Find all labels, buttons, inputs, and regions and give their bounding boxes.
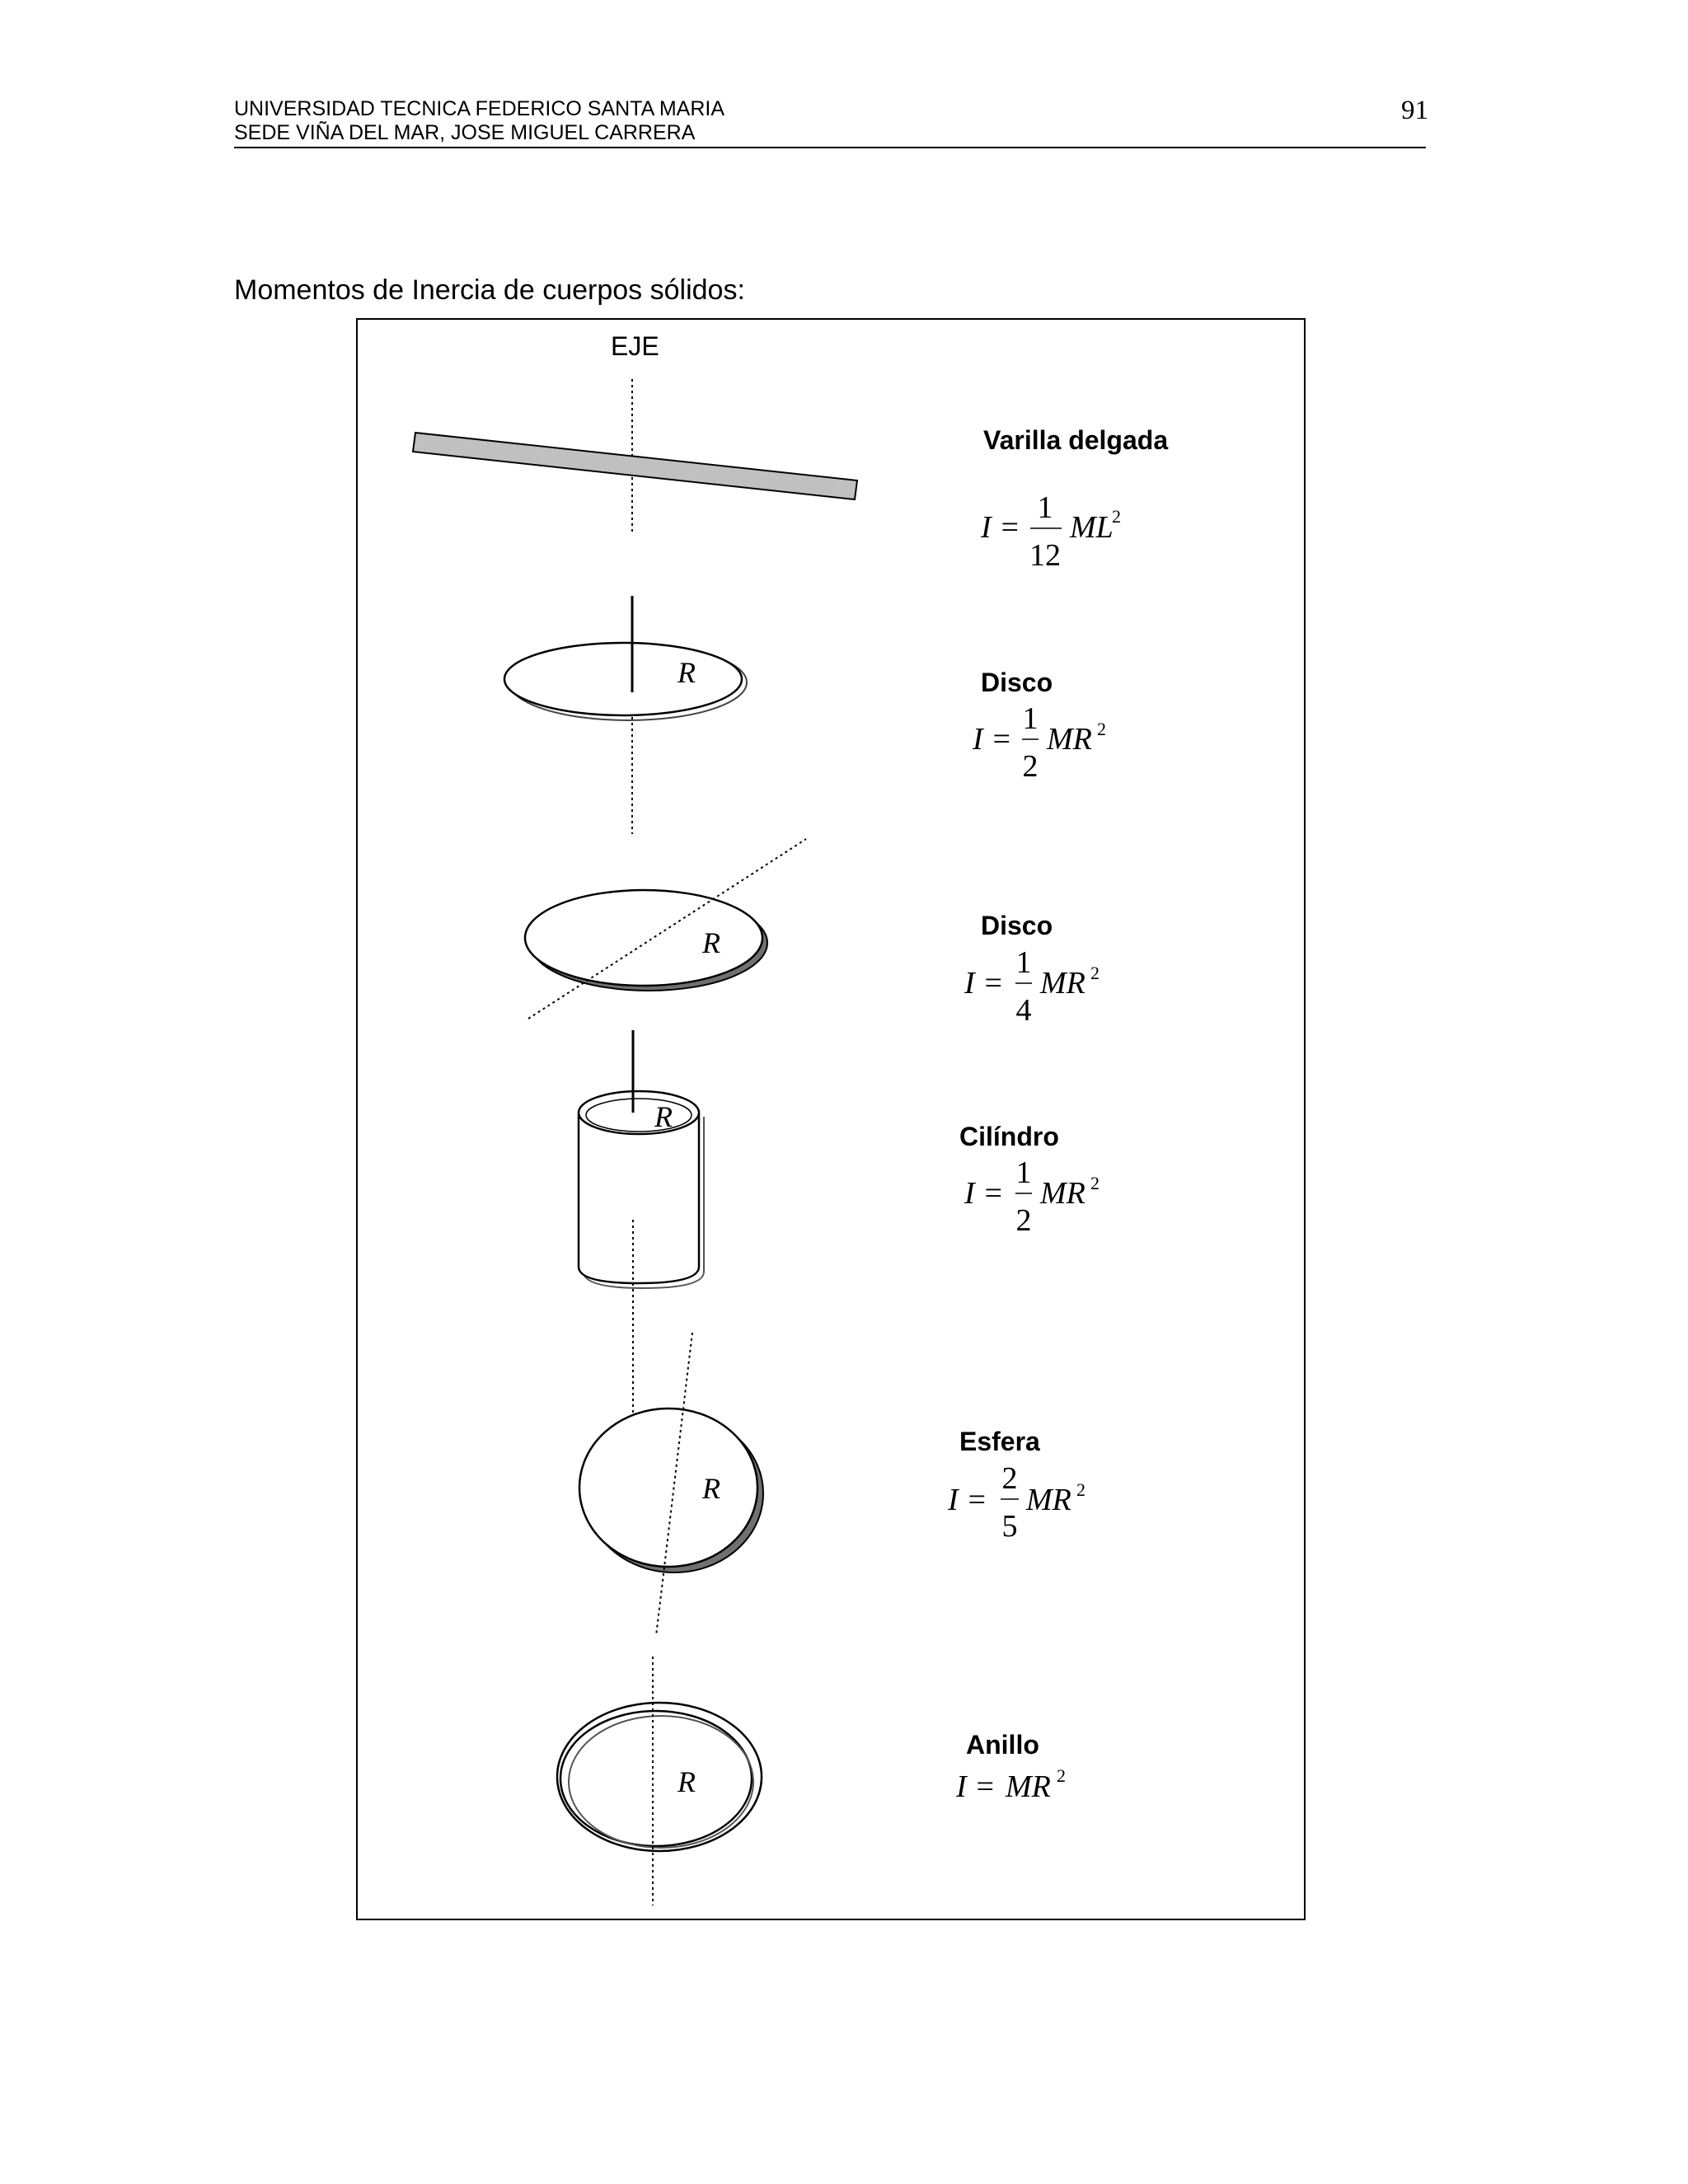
formula-disc-perpendicular xyxy=(972,668,1106,784)
disc1-num: 1 xyxy=(1022,701,1039,736)
disc2-exp: 2 xyxy=(1090,963,1100,983)
disc2-lhs: I = xyxy=(964,966,1004,1001)
formula-rod xyxy=(980,425,1168,573)
ring-lhs: I = xyxy=(956,1769,996,1804)
rod-title: Varilla delgada xyxy=(983,425,1169,455)
ring-outer xyxy=(557,1703,762,1851)
sphere-face xyxy=(579,1408,757,1567)
header-institution: UNIVERSIDAD TECNICA FEDERICO SANTA MARIA xyxy=(234,97,725,120)
cylinder-radius-label: R xyxy=(654,1100,673,1133)
sphere-den: 5 xyxy=(1001,1509,1018,1544)
disc1-lhs: I = xyxy=(973,722,1012,757)
page-number: 91 xyxy=(1401,96,1428,125)
sphere-rhs: MR xyxy=(1026,1483,1071,1517)
rod-rhs: ML xyxy=(1070,510,1114,545)
disc1-exp: 2 xyxy=(1097,719,1106,739)
cylinder-rhs: MR xyxy=(1040,1176,1085,1211)
axis-label: EJE xyxy=(611,331,659,361)
formula-cylinder xyxy=(959,1122,1100,1238)
disc2-title: Disco xyxy=(981,911,1053,940)
rod-shape xyxy=(413,433,857,499)
sphere-radius-label: R xyxy=(702,1472,720,1505)
rod-den: 12 xyxy=(1029,538,1061,573)
sphere-num: 2 xyxy=(1001,1461,1018,1496)
ring-radius-label: R xyxy=(678,1765,696,1798)
sphere-drawing xyxy=(579,1333,763,1636)
cylinder-top xyxy=(579,1091,699,1134)
formula-sphere xyxy=(947,1427,1085,1544)
cylinder-title: Cilíndro xyxy=(959,1122,1059,1151)
ring-rhs: MR xyxy=(1006,1769,1051,1804)
disc1-rhs: MR xyxy=(1047,722,1092,757)
rod-lhs: I = xyxy=(981,510,1020,545)
ring-drawing xyxy=(557,1657,762,1905)
formula-ring xyxy=(955,1730,1066,1804)
disc1-title: Disco xyxy=(981,668,1053,697)
sphere-title: Esfera xyxy=(959,1427,1040,1456)
cylinder-den: 2 xyxy=(1015,1203,1032,1238)
header-campus: SEDE VIÑA DEL MAR, JOSE MIGUEL CARRERA xyxy=(234,121,696,144)
ring-middle xyxy=(560,1711,752,1846)
disc2-rhs: MR xyxy=(1040,966,1085,1001)
disc1-den: 2 xyxy=(1022,749,1039,784)
formula-disc-diameter xyxy=(964,911,1100,1028)
rod-exp: 2 xyxy=(1112,506,1121,527)
disc1-radius-label: R xyxy=(678,656,696,689)
disc-diameter-drawing xyxy=(525,839,806,1019)
disc2-face xyxy=(525,890,762,986)
ring-title: Anillo xyxy=(966,1730,1039,1760)
cylinder-body xyxy=(579,1113,699,1283)
ring-exp: 2 xyxy=(1057,1765,1066,1786)
sphere-lhs: I = xyxy=(948,1483,987,1517)
section-intro: Momentos de Inercia de cuerpos sólidos: xyxy=(234,274,745,306)
rod-num: 1 xyxy=(1037,490,1053,525)
cylinder-exp: 2 xyxy=(1090,1173,1100,1193)
disc2-radius-label: R xyxy=(702,926,720,959)
cylinder-lhs: I = xyxy=(964,1176,1004,1211)
cylinder-drawing xyxy=(579,1030,704,1418)
rod-drawing xyxy=(413,379,857,532)
sphere-exp: 2 xyxy=(1076,1479,1085,1500)
disc2-num: 1 xyxy=(1015,945,1032,980)
disc-perpendicular-drawing xyxy=(504,596,747,834)
cylinder-num: 1 xyxy=(1015,1155,1032,1190)
disc2-den: 4 xyxy=(1015,993,1032,1028)
ring-inner xyxy=(569,1716,753,1848)
disc1-face xyxy=(504,643,742,715)
